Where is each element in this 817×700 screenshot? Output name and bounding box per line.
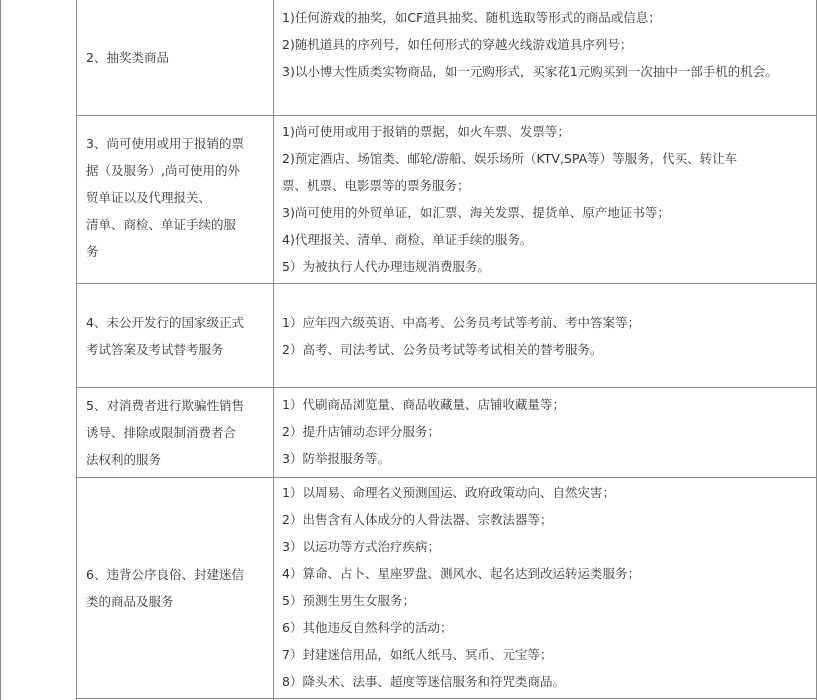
detail-cell-lottery [282, 4, 812, 85]
category-text: 6、违背公序良俗、封建迷信 [86, 567, 244, 582]
row-divider-4 [76, 477, 817, 478]
detail-item: 1）应年四六级英语、中高考、公务员考试等考前、考中答案等； [282, 315, 640, 330]
category-text: 3、尚可使用或用于报销的票 [86, 136, 244, 151]
detail-item: 1)尚可使用或用于报销的票据，如火车票、发票等； [282, 124, 570, 139]
detail-item: 1）代刷商品浏览量、商品收藏量、店铺收藏量等； [282, 397, 565, 412]
detail-item: 6）其他违反自然科学的活动； [282, 620, 453, 635]
category-cell-lottery [86, 44, 266, 71]
detail-item: 4）算命、占卜、星座罗盘、测风水、起名达到改运转运类服务； [282, 566, 640, 581]
detail-cell-tickets [282, 118, 812, 280]
detail-item: 2）提升店铺动态评分服务； [282, 424, 440, 439]
detail-item: 1）以周易、命理名义预测国运、政府政策动向、自然灾害； [282, 485, 615, 500]
detail-cell-superstition [282, 479, 812, 695]
category-text: 诱导、排除或限制消费者合 [86, 425, 237, 440]
detail-item: 5）预测生男生女服务； [282, 593, 415, 608]
detail-cell-exams [282, 309, 812, 363]
detail-item: 4)代理报关、清单、商检、单证手续的服务。 [282, 232, 533, 247]
detail-item: 7）封建迷信用品，如纸人纸马、冥币、元宝等； [282, 647, 553, 662]
category-text: 考试答案及考试替考服务 [86, 342, 224, 357]
category-cell-tickets [86, 130, 266, 265]
detail-cell-deceptive-sales [282, 391, 812, 472]
category-text: 2、抽奖类商品 [86, 50, 169, 65]
detail-item: 2）高考、司法考试、公务员考试等考试相关的替考服务。 [282, 342, 603, 357]
category-text: 清单、商检、单证手续的服 [86, 217, 237, 232]
category-cell-exams [86, 309, 266, 363]
detail-item: 3）以运功等方式治疗疾病； [282, 539, 440, 554]
detail-item: 3)尚可使用的外贸单证，如汇票、海关发票、提货单、原产地证书等； [282, 205, 670, 220]
category-text: 贸单证以及代理报关、 [86, 190, 212, 205]
detail-item: 2）出售含有人体成分的人骨法器、宗教法器等； [282, 512, 553, 527]
category-cell-superstition [86, 561, 266, 615]
table-column-divider-2 [273, 0, 274, 700]
table-border-left [0, 0, 1, 700]
category-text: 务 [86, 244, 99, 259]
row-divider-5 [76, 698, 817, 699]
category-text: 法权利的服务 [86, 452, 162, 467]
table-column-divider-1 [76, 0, 77, 700]
row-divider-1 [76, 115, 817, 116]
category-text: 5、对消费者进行欺骗性销售 [86, 398, 244, 413]
detail-item: 2)预定酒店、场馆类、邮轮/游船、娱乐场所（KTV,SPA等）等服务，代买、转让车 [282, 151, 738, 166]
detail-item: 8）降头术、法事、超度等迷信服务和符咒类商品。 [282, 674, 565, 689]
category-text: 4、未公开发行的国家级正式 [86, 315, 244, 330]
category-text: 类的商品及服务 [86, 594, 174, 609]
row-divider-3 [76, 387, 817, 388]
detail-item: 2)随机道具的序列号，如任何形式的穿越火线游戏道具序列号； [282, 37, 633, 52]
detail-item: 1)任何游戏的抽奖，如CF道具抽奖、随机选取等形式的商品或信息； [282, 10, 661, 25]
category-text: 据（及服务）,尚可使用的外 [86, 163, 240, 178]
detail-item: 票、机票、电影票等的票务服务； [282, 178, 470, 193]
detail-item: 3)以小博大性质类实物商品，如一元购形式，买家花1元购买到一次抽中一部手机的机会。 [282, 64, 778, 79]
detail-item: 5）为被执行人代办理违规消费服务。 [282, 259, 490, 274]
detail-item: 3）防举报服务等。 [282, 451, 390, 466]
row-divider-2 [76, 283, 817, 284]
category-cell-deceptive-sales [86, 392, 266, 473]
